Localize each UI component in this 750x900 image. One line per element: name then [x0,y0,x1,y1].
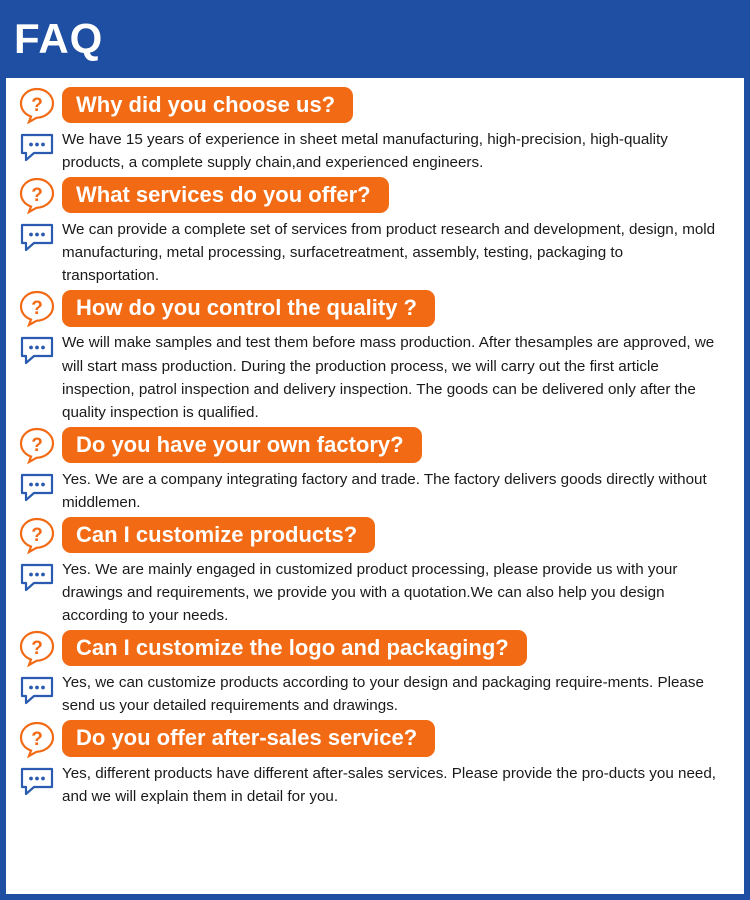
svg-text:?: ? [31,185,43,207]
page-title: FAQ [14,15,104,62]
faq-question-text: What services do you offer? [62,177,389,213]
faq-question-text: Do you offer after-sales service? [62,720,435,756]
faq-item [18,720,734,808]
page-header [0,0,750,78]
faq-question-text: Why did you choose us? [62,87,353,123]
faq-answer-row [18,669,734,717]
faq-answer-row [18,126,734,174]
question-mark-icon [18,176,56,214]
faq-answer-row [18,466,734,514]
faq-question-row[interactable] [18,86,734,124]
faq-answer-text: Yes, we can customize products according to your design and packaging require-ments. Please send us your detailed requirements and drawings. [62,674,704,715]
faq-answer-row [18,329,734,423]
faq-question-text: How do you control the quality ? [62,290,435,326]
chat-bubble-icon [18,675,56,709]
faq-question-row[interactable] [18,289,734,327]
svg-text:?: ? [31,434,43,456]
faq-question-row[interactable] [18,720,734,758]
faq-answer-text: We have 15 years of experience in sheet metal manufacturing, high-precision, high-quality products, a complete supply chain,and experienced engineers. [62,131,668,172]
faq-question-row[interactable] [18,516,734,554]
faq-question-row[interactable] [18,176,734,214]
chat-bubble-icon [18,335,56,369]
faq-answer-text: We will make samples and test them before mass production. After thesamples are approved, we will start mass production. During the production process, we will carry out the first article inspection, patrol inspection and delivery inspection. The goods can be delivered only after the quality inspection is qualified. [62,334,715,421]
chat-bubble-icon [18,132,56,166]
faq-item [18,629,734,717]
faq-question-text: Do you have your own factory? [62,427,422,463]
faq-item [18,289,734,423]
faq-answer-row [18,556,734,627]
faq-question-row[interactable] [18,629,734,667]
faq-answer-text: We can provide a complete set of services from product research and development, design, mold manufacturing, metal processing, surfacetreatment, assembly, testing, packaging to transportation. [62,221,716,285]
chat-bubble-icon [18,472,56,506]
faq-answer-row [18,216,734,287]
svg-text:?: ? [31,298,43,320]
svg-text:?: ? [31,525,43,547]
faq-question-row[interactable] [18,426,734,464]
faq-question-text: Can I customize the logo and packaging? [62,630,527,666]
question-mark-icon [18,629,56,667]
faq-answer-text: Yes. We are a company integrating factory and trade. The factory delivers goods directly without middlemen. [62,470,707,511]
chat-bubble-icon [18,562,56,596]
svg-text:?: ? [31,638,43,660]
chat-bubble-icon [18,766,56,800]
question-mark-icon [18,426,56,464]
faq-answer-text: Yes, different products have different after-sales services. Please provide the pro-ducts you need, and we will explain them in detail for you. [62,764,717,805]
faq-item [18,426,734,514]
question-mark-icon [18,516,56,554]
faq-answer-text: Yes. We are mainly engaged in customized product processing, please provide us with your drawings and requirements, we provide you with a quotation.We can also help you design according to your needs. [62,561,678,625]
faq-item [18,86,734,174]
faq-question-text: Can I customize products? [62,517,375,553]
svg-text:?: ? [31,95,43,116]
faq-list [6,78,744,808]
svg-text:?: ? [31,728,43,750]
question-mark-icon [18,289,56,327]
question-mark-icon [18,720,56,758]
faq-item [18,516,734,627]
faq-item [18,176,734,287]
faq-answer-row [18,760,734,808]
chat-bubble-icon [18,222,56,256]
question-mark-icon [18,86,56,124]
